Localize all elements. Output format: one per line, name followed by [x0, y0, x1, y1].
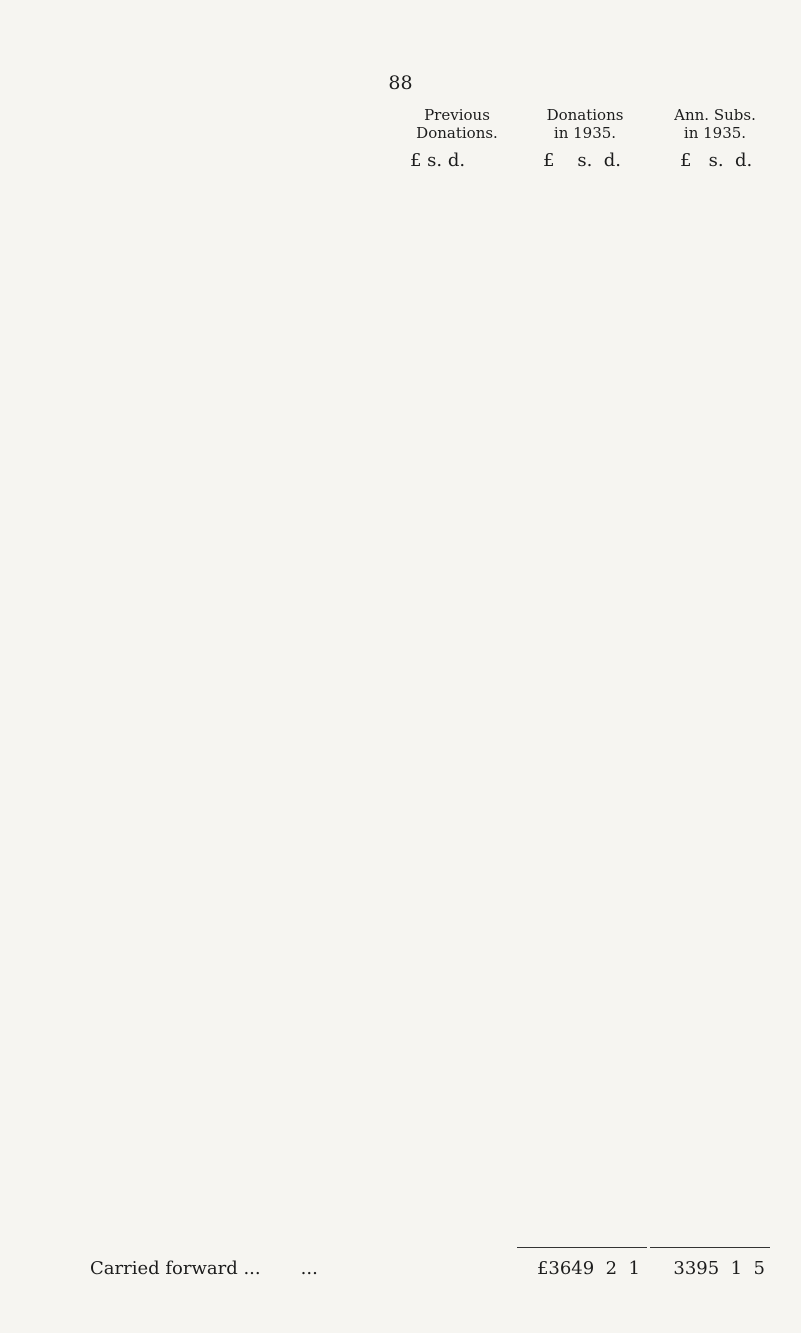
header-previous-donations: Previous Donations. — [416, 106, 498, 142]
header-annual-subs-1935: Ann. Subs. in 1935. — [674, 106, 756, 142]
unit-lsd-previous: £ s. d. — [410, 150, 466, 171]
unit-lsd-subs: £ s. d. — [680, 150, 753, 171]
carried-forward-label: Carried forward ... ... — [90, 1258, 318, 1279]
unit-lsd-donations: £ s. d. — [543, 150, 621, 171]
total-rule-donations — [517, 1247, 647, 1248]
carried-forward-subs: 3395 1 5 — [673, 1258, 765, 1279]
total-rule-subs — [650, 1247, 770, 1248]
carried-forward-donations: £3649 2 1 — [536, 1258, 640, 1279]
header-donations-1935: Donations in 1935. — [546, 106, 624, 142]
page-number: 88 — [388, 72, 413, 94]
